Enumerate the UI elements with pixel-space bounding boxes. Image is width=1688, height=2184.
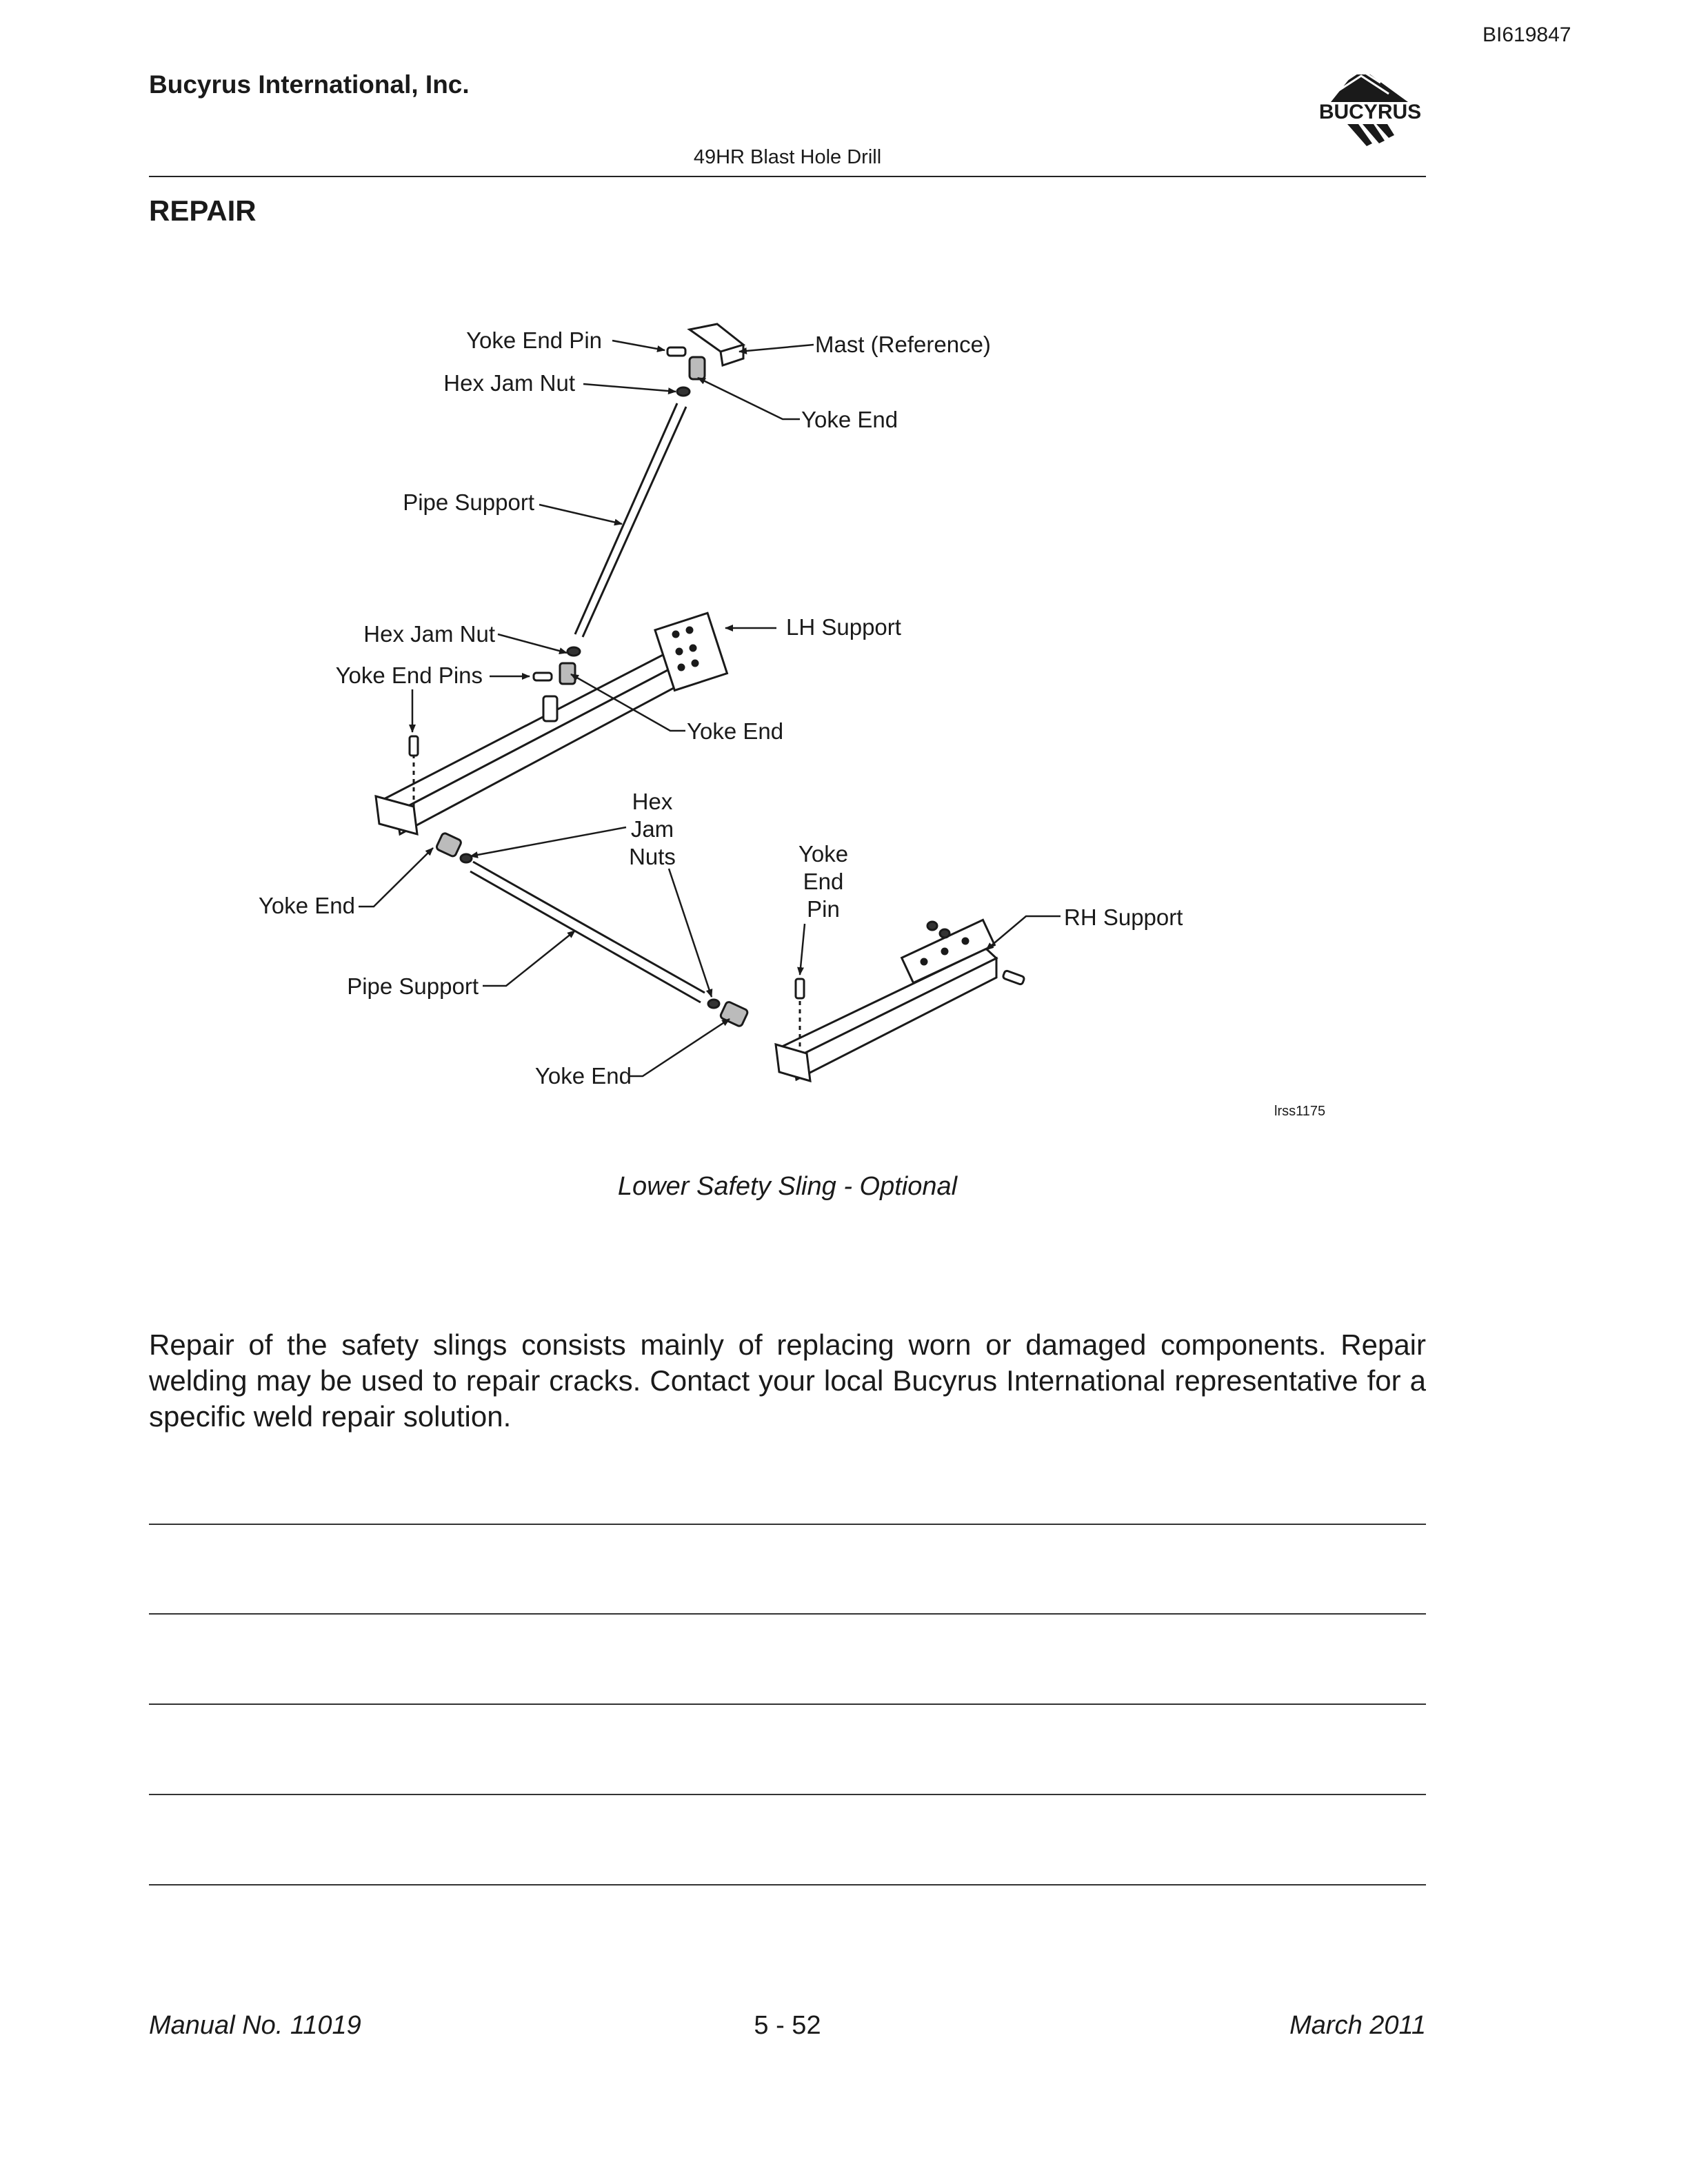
label-hex-jam-nut-mid: Hex Jam Nut bbox=[363, 621, 495, 647]
label-hex-jam-nut-top: Hex Jam Nut bbox=[443, 370, 575, 396]
repair-paragraph: Repair of the safety slings consists mainly of replacing worn or damaged components. Repair welding may be used to repair cracks. Contact your local Bucyrus International representative for a specific weld repair solution. bbox=[149, 1328, 1426, 1433]
company-name: Bucyrus International, Inc. bbox=[149, 70, 470, 99]
label-lh-support: LH Support bbox=[786, 614, 901, 640]
label-yoke-end-pin-rh-line2: End bbox=[803, 869, 844, 894]
note-line bbox=[149, 1884, 1426, 1885]
document-id: BI619847 bbox=[1483, 23, 1571, 46]
label-hex-jam-nuts-line2: Jam bbox=[630, 816, 674, 842]
safety-sling-diagram bbox=[0, 303, 1688, 1131]
label-yoke-end-bottom: Yoke End bbox=[534, 1063, 632, 1089]
figure-code: lrss1175 bbox=[1274, 1104, 1326, 1119]
label-rh-support: RH Support bbox=[1064, 904, 1183, 930]
section-title: REPAIR bbox=[149, 194, 257, 227]
note-line bbox=[149, 1524, 1426, 1525]
header-divider bbox=[149, 176, 1426, 177]
footer-page-number: 5 - 52 bbox=[754, 2011, 821, 2040]
footer-manual-number: Manual No. 11019 bbox=[149, 2011, 361, 2040]
label-hex-jam-nuts-line1: Hex bbox=[632, 789, 673, 814]
note-line bbox=[149, 1613, 1426, 1615]
label-yoke-end-mid: Yoke End bbox=[687, 718, 784, 744]
footer-date: March 2011 bbox=[1289, 2011, 1426, 2040]
top-yoke-assembly bbox=[667, 347, 705, 396]
label-yoke-end-pin-rh-line3: Pin bbox=[807, 896, 840, 922]
label-yoke-end-pins: Yoke End Pins bbox=[335, 663, 483, 688]
label-hex-jam-nuts-line3: Nuts bbox=[629, 844, 676, 869]
document-title: 49HR Blast Hole Drill bbox=[693, 146, 882, 168]
logo-text: BUCYRUS bbox=[1318, 101, 1422, 123]
figure-caption: Lower Safety Sling - Optional bbox=[617, 1172, 958, 1201]
note-line bbox=[149, 1794, 1426, 1795]
bucyrus-logo bbox=[1305, 69, 1436, 152]
label-yoke-end-pin-rh-line1: Yoke bbox=[798, 841, 849, 867]
note-line bbox=[149, 1703, 1426, 1705]
label-mast-reference: Mast (Reference) bbox=[815, 332, 991, 357]
label-yoke-end-left: Yoke End bbox=[258, 893, 355, 918]
label-yoke-end-top: Yoke End bbox=[801, 407, 898, 432]
callout-labels bbox=[259, 327, 1325, 1119]
label-pipe-support-lower: Pipe Support bbox=[347, 973, 479, 999]
rh-support-part bbox=[776, 920, 1025, 1081]
label-pipe-support-upper: Pipe Support bbox=[403, 489, 534, 515]
upper-pipe-support bbox=[575, 403, 686, 637]
label-yoke-end-pin-top: Yoke End Pin bbox=[466, 327, 602, 353]
lower-pipe-support bbox=[436, 832, 749, 1027]
